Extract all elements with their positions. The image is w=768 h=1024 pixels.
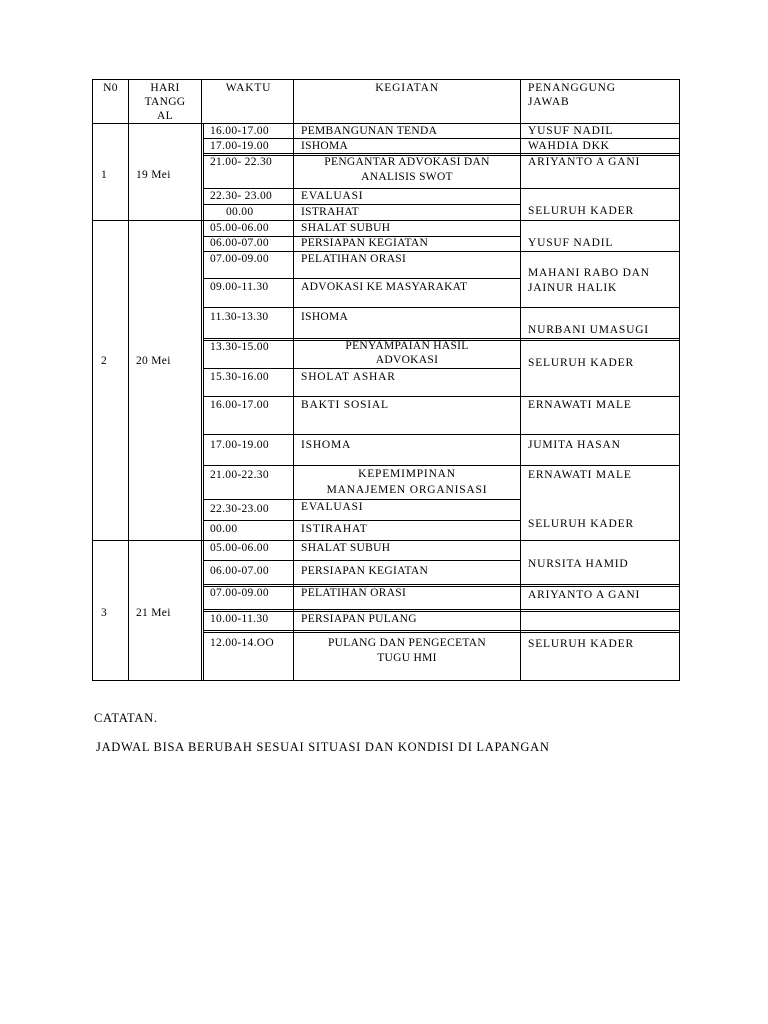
table-border-left <box>92 79 93 681</box>
row-divider <box>203 465 680 466</box>
pj-cell: YUSUF NADIL <box>528 125 614 137</box>
pj-cell: JAINUR HALIK <box>528 282 618 294</box>
pj-cell: SELURUH KADER <box>528 205 634 217</box>
pj-cell: MAHANI RABO DAN <box>528 267 650 279</box>
row-divider <box>203 586 680 587</box>
time-cell: 22.30-23.00 <box>210 503 269 515</box>
table-border-right <box>679 79 680 681</box>
pj-cell: ERNAWATI MALE <box>528 469 632 481</box>
row-divider <box>203 609 680 610</box>
time-cell: 17.00-19.00 <box>210 140 269 152</box>
pj-cell: NURBANI UMASUGI <box>528 324 649 336</box>
activity-cell: ISHOMA <box>301 311 349 323</box>
row-divider <box>203 560 521 561</box>
activity-cell: ANALISIS SWOT <box>361 171 453 183</box>
activity-cell: ADVOKASI KE MASYARAKAT <box>301 281 468 293</box>
activity-cell: PULANG DAN PENGECETAN <box>327 637 487 649</box>
activity-cell: ADVOKASI <box>375 354 439 366</box>
header-no: N0 <box>103 82 118 94</box>
time-cell: 10.00-11.30 <box>210 613 269 625</box>
header-hari: HARI <box>150 82 180 94</box>
pj-cell: ARIYANTO A GANI <box>528 589 641 601</box>
header-pj: JAWAB <box>528 96 570 108</box>
time-cell: 16.00-17.00 <box>210 399 269 411</box>
table-border-top <box>92 79 680 80</box>
row-divider <box>203 251 680 252</box>
time-cell: 17.00-19.00 <box>210 439 269 451</box>
time-cell: 15.30-16.00 <box>210 371 269 383</box>
activity-cell: ISHOMA <box>301 140 349 152</box>
row-divider <box>203 584 680 585</box>
row-divider <box>203 632 680 633</box>
day-date: 20 Mei <box>136 355 171 367</box>
pj-cell: SELURUH KADER <box>528 638 634 650</box>
col-divider <box>128 79 129 681</box>
activity-cell: PENYAMPAIAN HASIL <box>345 340 469 352</box>
time-cell: 13.30-15.00 <box>210 341 269 353</box>
activity-cell: PELATIHAN ORASI <box>301 253 407 265</box>
activity-cell: TUGU HMI <box>377 652 437 664</box>
day-no: 2 <box>101 355 108 367</box>
time-cell: 11.30-13.30 <box>210 311 269 323</box>
row-divider <box>203 630 680 631</box>
day-date: 19 Mei <box>136 169 171 181</box>
pj-cell: SELURUH KADER <box>528 357 634 369</box>
time-cell: 07.00-09.00 <box>210 253 269 265</box>
time-cell: 00.00 <box>226 206 254 218</box>
row-divider <box>203 188 680 189</box>
row-divider <box>203 611 680 612</box>
pj-cell: ERNAWATI MALE <box>528 399 632 411</box>
header-pj: PENANGGUNG <box>528 82 616 94</box>
time-cell: 21.00- 22.30 <box>210 156 273 168</box>
activity-cell: SHALAT SUBUH <box>301 222 391 234</box>
note-text: JADWAL BISA BERUBAH SESUAI SITUASI DAN KONDISI DI LAPANGAN <box>96 740 550 754</box>
time-cell: 21.00-22.30 <box>210 469 269 481</box>
activity-cell: PERSIAPAN KEGIATAN <box>301 237 429 249</box>
activity-cell: ISTIRAHAT <box>301 523 368 535</box>
activity-cell: ISHOMA <box>301 439 352 451</box>
pj-cell: ARIYANTO A GANI <box>528 156 641 168</box>
col-divider <box>201 79 202 681</box>
time-cell: 06.00-07.00 <box>210 565 269 577</box>
col-divider <box>520 79 521 681</box>
header-hari: TANGG <box>144 96 186 108</box>
header-waktu: WAKTU <box>225 82 272 94</box>
table-border-bottom <box>92 680 680 681</box>
time-cell: 06.00-07.00 <box>210 237 269 249</box>
time-cell: 05.00-06.00 <box>210 542 269 554</box>
activity-cell: ISTRAHAT <box>301 206 359 218</box>
activity-cell: EVALUASI <box>301 190 364 202</box>
time-cell: 05.00-06.00 <box>210 222 269 234</box>
pj-cell: JUMITA HASAN <box>528 439 621 451</box>
col-divider <box>203 123 204 681</box>
row-divider <box>203 307 680 308</box>
header-hari: AL <box>157 110 173 122</box>
activity-cell: KEPEMIMPINAN <box>358 468 456 480</box>
row-divider <box>203 368 521 369</box>
day-no: 1 <box>101 169 108 181</box>
time-cell: 07.00-09.00 <box>210 587 269 599</box>
row-divider <box>203 278 521 279</box>
time-cell: 16.00-17.00 <box>210 125 269 137</box>
time-cell: 22.30- 23.00 <box>210 190 273 202</box>
day-no: 3 <box>101 607 108 619</box>
pj-cell: WAHDIA DKK <box>528 140 610 152</box>
activity-cell: SHALAT SUBUH <box>301 542 391 554</box>
activity-cell: PENGANTAR ADVOKASI DAN <box>324 156 490 168</box>
time-cell: 12.00-14.OO <box>210 637 274 649</box>
activity-cell: PERSIAPAN PULANG <box>301 613 417 625</box>
day-date: 21 Mei <box>136 607 171 619</box>
activity-cell: SHOLAT ASHAR <box>301 371 396 383</box>
row-divider <box>203 520 521 521</box>
activity-cell: PEMBANGUNAN TENDA <box>301 125 438 137</box>
activity-cell: PERSIAPAN KEGIATAN <box>301 565 429 577</box>
pj-cell: NURSITA HAMID <box>528 558 629 570</box>
pj-cell: SELURUH KADER <box>528 518 634 530</box>
note-title: CATATAN. <box>94 711 158 725</box>
row-divider <box>203 434 680 435</box>
pj-cell: YUSUF NADIL <box>528 237 614 249</box>
time-cell: 00.00 <box>210 523 238 535</box>
activity-cell: EVALUASI <box>301 501 364 513</box>
row-divider <box>203 396 680 397</box>
time-cell: 09.00-11.30 <box>210 281 269 293</box>
activity-cell: PELATIHAN ORASI <box>301 587 407 599</box>
header-kegiatan: KEGIATAN <box>375 82 439 94</box>
activity-cell: MANAJEMEN ORGANISASI <box>326 484 488 496</box>
activity-cell: BAKTI SOSIAL <box>301 399 389 411</box>
